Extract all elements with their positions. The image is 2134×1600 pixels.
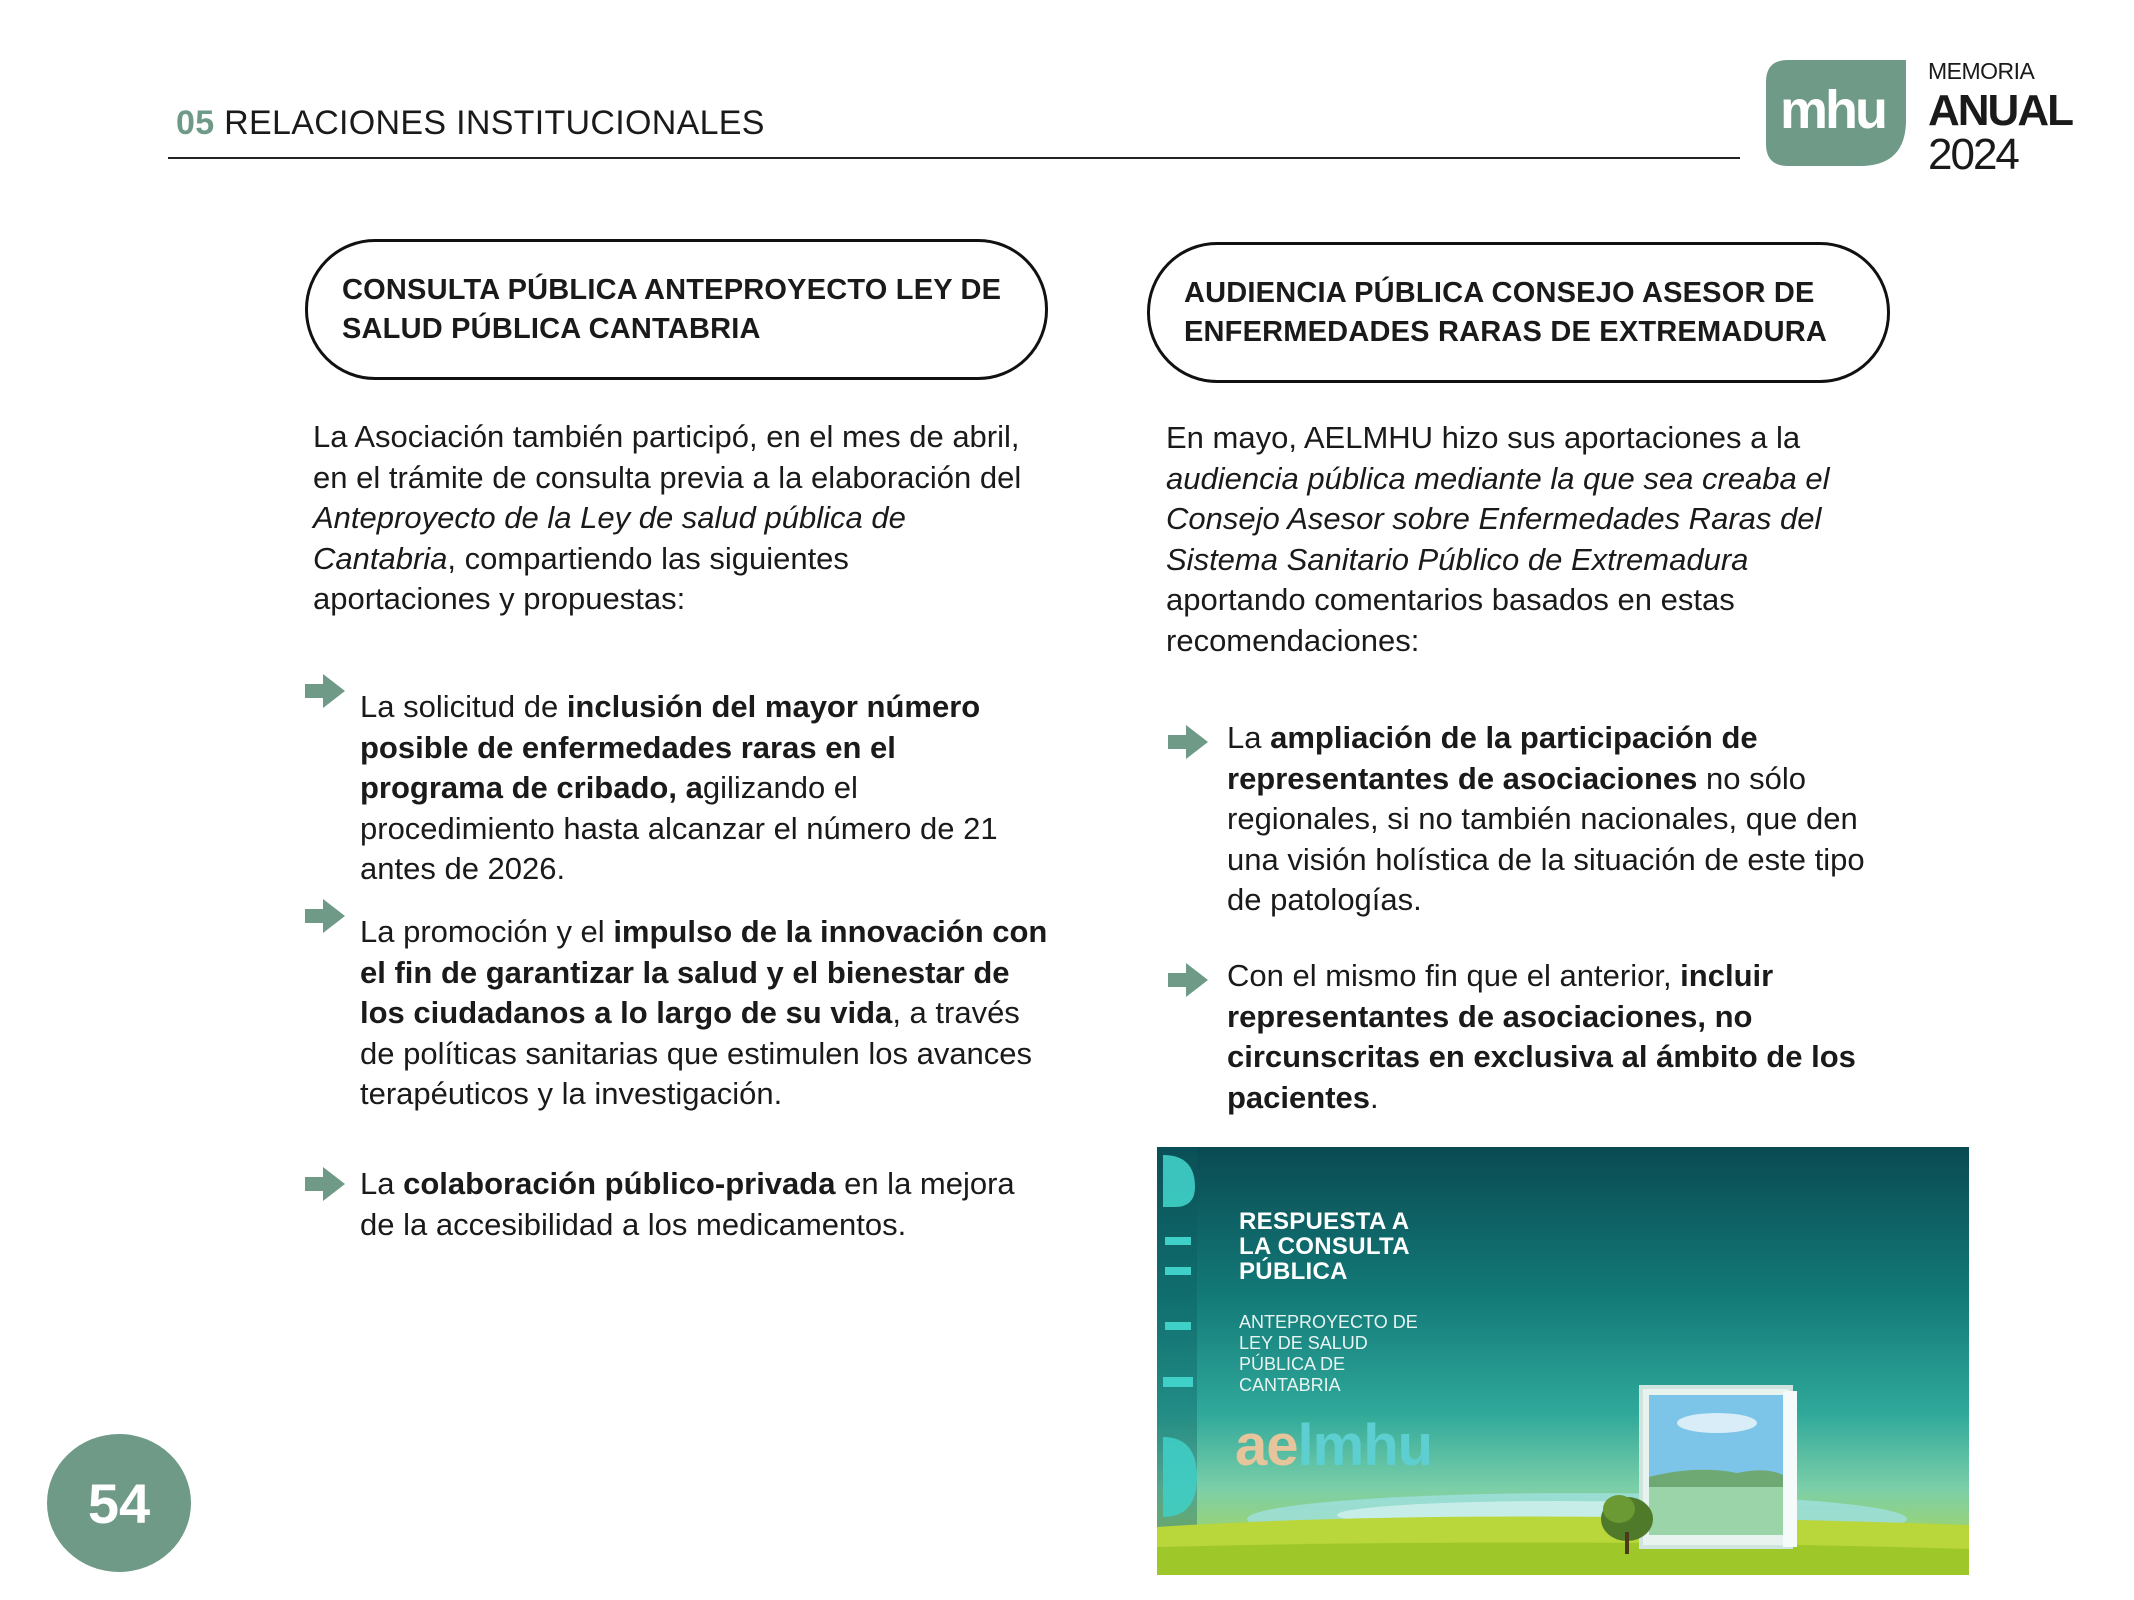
header-divider [168, 157, 1740, 159]
promo-subtitle: ANTEPROYECTO DE LEY DE SALUD PÚBLICA DE CANTABRIA [1239, 1312, 1418, 1395]
bullet-text: . [1370, 1079, 1379, 1115]
arrow-bullet-icon [305, 674, 345, 708]
bullet-text: , a través de políticas sanitarias que estimulen los avances terapéuticos y la investigación. [360, 995, 1033, 1111]
bullet-text: La solicitud de [360, 689, 567, 724]
left-intro-text: La Asociación también participó, en el mes de abril, en el trámite de consulta previa a la elaboración del [313, 419, 1022, 495]
bullet-bold: impulso de la innovación con el fin de garantizar la salud y el bienestar de los ciudadanos a lo largo de su vida [360, 914, 1048, 1030]
left-heading-pill [305, 239, 1048, 380]
left-intro-italic: Anteproyecto de la Ley de salud pública de Cantabria [313, 500, 906, 576]
logo-ae: ae [1235, 1413, 1298, 1478]
right-intro-end: aportando comentarios basados en estas recomendaciones: [1166, 582, 1735, 658]
bullet-text: Con el mismo fin que el anterior, [1227, 958, 1681, 993]
section-header [176, 104, 765, 143]
promo-image [1157, 1147, 1969, 1575]
logo-mhu: lmhu [1297, 1413, 1433, 1478]
bullet-text: La promoción y el [360, 914, 614, 949]
left-intro-end: , compartiendo las siguientes aportaciones y propuestas: [313, 540, 849, 616]
page-number: 54 [47, 1434, 191, 1572]
arrow-bullet-icon [305, 1167, 345, 1201]
left-bullet-3 [360, 1164, 1040, 1245]
right-heading-pill [1147, 242, 1890, 383]
right-intro [1166, 418, 1886, 661]
logo-memoria: MEMORIA [1928, 58, 2035, 84]
arrow-bullet-icon [1168, 963, 1208, 997]
right-intro-italic: audiencia pública mediante la que sea creaba el Consejo Asesor sobre Enfermedades Raras del Sistema Sanitario Público de Extremadura [1166, 460, 1830, 577]
right-intro-text: En mayo, AELMHU hizo sus aportaciones a la [1166, 420, 1801, 455]
right-heading: AUDIENCIA PÚBLICA CONSEJO ASESOR DE ENFERMEDADES RARAS DE EXTREMADURA [1184, 276, 1828, 348]
bullet-text: en la mejora de la accesibilidad a los medicamentos. [360, 1166, 1015, 1242]
logo-anual: ANUAL [1928, 86, 2072, 135]
aelmhu-logo [1235, 1412, 1432, 1479]
right-bullet-1 [1227, 718, 1902, 921]
left-heading: CONSULTA PÚBLICA ANTEPROYECTO LEY DE SALUD PÚBLICA CANTABRIA [342, 273, 1002, 345]
arrow-bullet-icon [1168, 725, 1208, 759]
bullet-bold: inclusión del mayor número posible de enfermedades raras en el programa de cribado, a [360, 689, 981, 805]
bullet-bold: ampliación de la participación de representantes de asociaciones [1227, 720, 1758, 796]
section-title: RELACIONES INSTITUCIONALES [224, 104, 765, 142]
bullet-bold: colaboración público-privada [403, 1166, 836, 1201]
bullet-text: La [360, 1166, 404, 1201]
left-bullet-1 [360, 687, 1040, 890]
mhu-logo-icon [1766, 60, 1906, 166]
logo-mark-text: mhu [1780, 80, 1885, 140]
left-bullet-2 [360, 912, 1050, 1115]
promo-title: RESPUESTA A LA CONSULTA PÚBLICA [1239, 1208, 1410, 1285]
bullet-text: La [1227, 720, 1271, 755]
bullet-text: gilizando el procedimiento hasta alcanzar el número de 21 antes de 2026. [360, 770, 998, 886]
report-logo [1928, 60, 2072, 177]
arrow-bullet-icon [305, 899, 345, 933]
bullet-bold: incluir representantes de asociaciones, no circunscritas en exclusiva al ámbito de los pacientes [1227, 958, 1856, 1115]
logo-year: 2024 [1928, 130, 2018, 179]
bullet-text: no sólo regionales, si no también nacionales, que den una visión holística de la situación de este tipo de patologías. [1227, 760, 1865, 917]
right-bullet-2 [1227, 956, 1897, 1118]
left-intro [313, 417, 1033, 620]
section-number: 05 [176, 104, 215, 142]
